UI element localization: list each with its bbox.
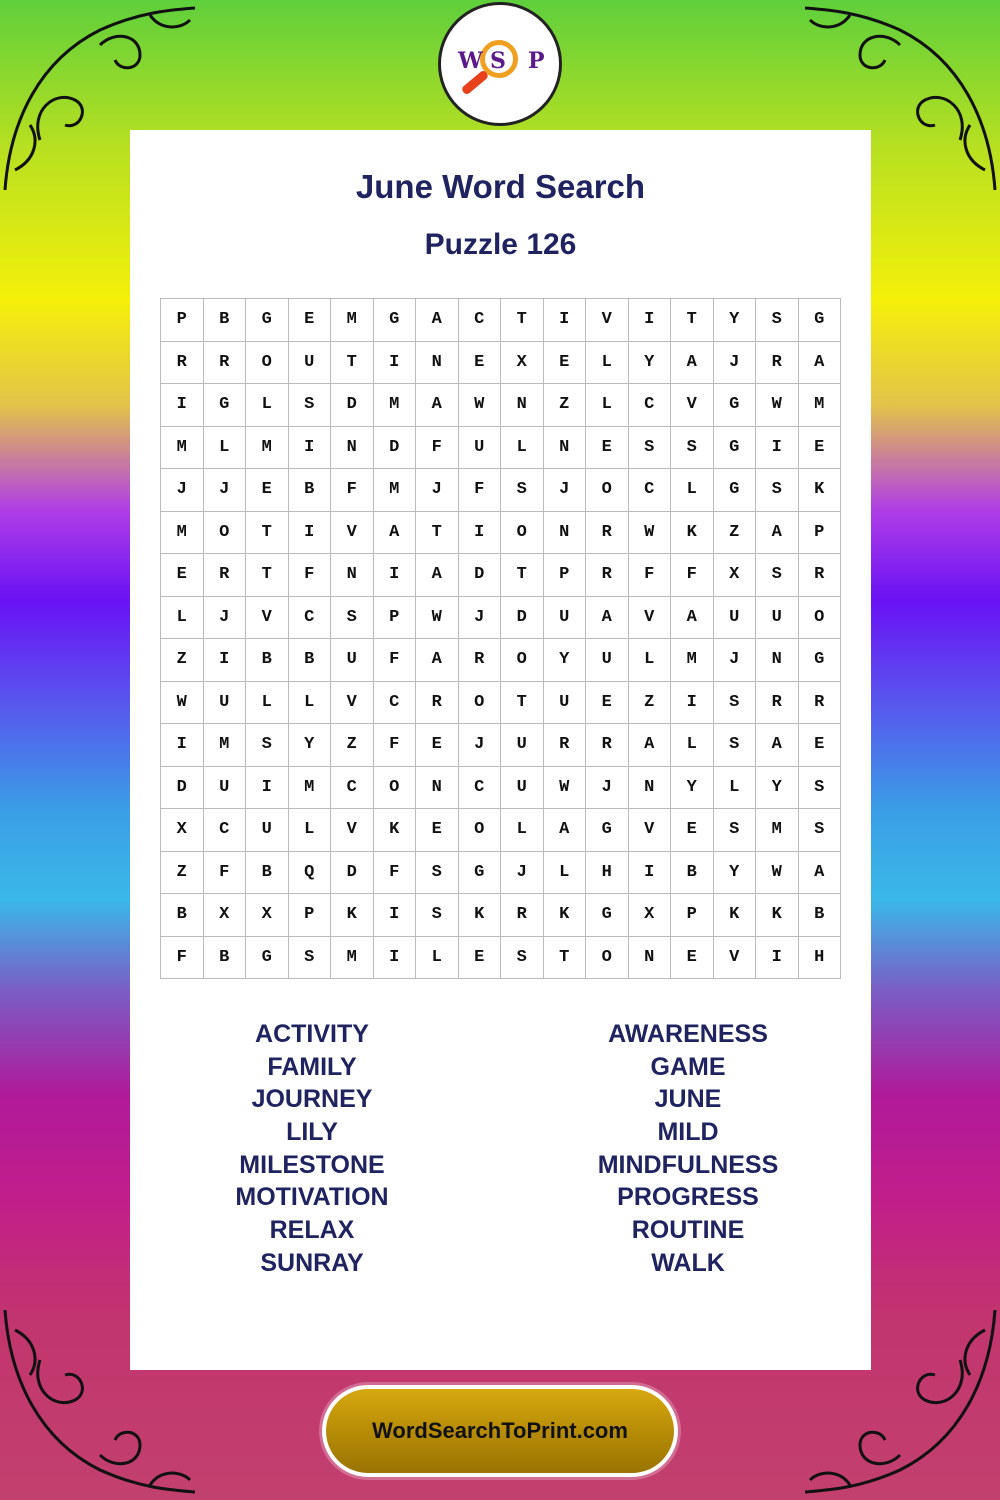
grid-cell[interactable]: B bbox=[289, 469, 332, 512]
word-item: JUNE bbox=[654, 1085, 722, 1114]
grid-cell[interactable]: F bbox=[204, 852, 247, 895]
grid-cell[interactable]: D bbox=[501, 597, 544, 640]
grid-cell[interactable]: L bbox=[629, 639, 672, 682]
grid-cell[interactable]: F bbox=[374, 639, 417, 682]
grid-cell[interactable]: U bbox=[501, 767, 544, 810]
grid-cell[interactable]: A bbox=[756, 512, 799, 555]
grid-cell[interactable]: K bbox=[756, 894, 799, 937]
word-item: LILY bbox=[286, 1118, 338, 1147]
grid-cell[interactable]: L bbox=[586, 384, 629, 427]
grid-cell[interactable]: B bbox=[204, 299, 247, 342]
grid-cell[interactable]: B bbox=[246, 852, 289, 895]
grid-cell[interactable]: L bbox=[161, 597, 204, 640]
grid-cell[interactable]: Z bbox=[331, 724, 374, 767]
grid-cell[interactable]: M bbox=[204, 724, 247, 767]
grid-cell[interactable]: X bbox=[714, 554, 757, 597]
grid-cell[interactable]: I bbox=[374, 554, 417, 597]
grid-cell[interactable]: Z bbox=[161, 639, 204, 682]
grid-cell[interactable]: E bbox=[416, 809, 459, 852]
grid-cell[interactable]: T bbox=[246, 554, 289, 597]
word-item: ROUTINE bbox=[631, 1216, 745, 1245]
grid-cell[interactable]: N bbox=[416, 342, 459, 385]
grid-cell[interactable]: U bbox=[756, 597, 799, 640]
grid-cell[interactable]: M bbox=[331, 299, 374, 342]
grid-cell[interactable]: G bbox=[246, 937, 289, 980]
puzzle-number: Puzzle 126 bbox=[424, 228, 577, 261]
grid-cell[interactable]: E bbox=[459, 937, 502, 980]
grid-cell[interactable]: X bbox=[246, 894, 289, 937]
site-link-label: WordSearchToPrint.com bbox=[372, 1418, 628, 1443]
grid-cell[interactable]: C bbox=[289, 597, 332, 640]
word-item: MILESTONE bbox=[239, 1150, 385, 1179]
grid-cell[interactable]: Z bbox=[629, 682, 672, 725]
grid-cell[interactable]: G bbox=[714, 384, 757, 427]
grid-cell[interactable]: U bbox=[501, 724, 544, 767]
grid-cell[interactable]: L bbox=[246, 384, 289, 427]
grid-cell[interactable]: Y bbox=[714, 852, 757, 895]
grid-cell[interactable]: A bbox=[756, 724, 799, 767]
grid-cell[interactable]: K bbox=[671, 512, 714, 555]
grid-cell[interactable]: R bbox=[586, 724, 629, 767]
grid-cell[interactable]: T bbox=[331, 342, 374, 385]
grid-cell[interactable]: W bbox=[459, 384, 502, 427]
grid-cell[interactable]: S bbox=[416, 894, 459, 937]
grid-cell[interactable]: C bbox=[204, 809, 247, 852]
grid-cell[interactable]: S bbox=[629, 427, 672, 470]
grid-cell[interactable]: S bbox=[799, 809, 842, 852]
grid-cell[interactable]: R bbox=[204, 342, 247, 385]
grid-cell[interactable]: M bbox=[331, 937, 374, 980]
grid-cell[interactable]: M bbox=[671, 639, 714, 682]
grid-cell[interactable]: M bbox=[799, 384, 842, 427]
grid-cell[interactable]: N bbox=[501, 384, 544, 427]
grid-cell[interactable]: L bbox=[714, 767, 757, 810]
grid-cell[interactable]: O bbox=[459, 682, 502, 725]
grid-cell[interactable]: V bbox=[331, 512, 374, 555]
grid-cell[interactable]: V bbox=[714, 937, 757, 980]
grid-cell[interactable]: A bbox=[671, 342, 714, 385]
grid-cell[interactable]: A bbox=[374, 512, 417, 555]
grid-cell[interactable]: U bbox=[459, 427, 502, 470]
grid-cell[interactable]: I bbox=[374, 937, 417, 980]
grid-cell[interactable]: X bbox=[501, 342, 544, 385]
grid-cell[interactable]: A bbox=[416, 554, 459, 597]
grid-cell[interactable]: T bbox=[501, 554, 544, 597]
grid-cell[interactable]: O bbox=[204, 512, 247, 555]
grid-cell[interactable]: G bbox=[714, 427, 757, 470]
grid-cell[interactable]: J bbox=[714, 639, 757, 682]
grid-cell[interactable]: W bbox=[544, 767, 587, 810]
grid-cell[interactable]: B bbox=[289, 639, 332, 682]
word-item: SUNRAY bbox=[260, 1248, 364, 1277]
grid-cell[interactable]: K bbox=[374, 809, 417, 852]
site-link-button[interactable] bbox=[322, 1385, 678, 1477]
grid-cell[interactable]: I bbox=[671, 682, 714, 725]
grid-cell[interactable]: D bbox=[331, 852, 374, 895]
grid-cell[interactable]: F bbox=[629, 554, 672, 597]
grid-cell[interactable]: I bbox=[246, 767, 289, 810]
grid-cell[interactable]: P bbox=[671, 894, 714, 937]
grid-cell[interactable]: Y bbox=[289, 724, 332, 767]
grid-cell[interactable]: E bbox=[161, 554, 204, 597]
grid-cell[interactable]: L bbox=[544, 852, 587, 895]
grid-cell[interactable]: I bbox=[161, 724, 204, 767]
word-item: FAMILY bbox=[267, 1052, 357, 1081]
grid-cell[interactable]: S bbox=[331, 597, 374, 640]
grid-cell[interactable]: J bbox=[586, 767, 629, 810]
grid-cell[interactable]: D bbox=[459, 554, 502, 597]
grid-cell[interactable]: P bbox=[161, 299, 204, 342]
grid-cell[interactable]: E bbox=[671, 937, 714, 980]
grid-cell[interactable]: U bbox=[331, 639, 374, 682]
grid-cell[interactable]: M bbox=[374, 469, 417, 512]
logo-letter-s: S bbox=[490, 48, 506, 74]
grid-cell[interactable]: N bbox=[544, 512, 587, 555]
grid-cell[interactable]: A bbox=[629, 724, 672, 767]
grid-cell[interactable]: V bbox=[331, 809, 374, 852]
grid-cell[interactable]: F bbox=[374, 724, 417, 767]
grid-cell[interactable]: S bbox=[289, 384, 332, 427]
magnifier-icon bbox=[450, 34, 550, 94]
grid-cell[interactable]: O bbox=[459, 809, 502, 852]
grid-cell[interactable]: S bbox=[246, 724, 289, 767]
grid-cell[interactable]: T bbox=[671, 299, 714, 342]
grid-cell[interactable]: J bbox=[544, 469, 587, 512]
grid-cell[interactable]: Z bbox=[161, 852, 204, 895]
word-item: MILD bbox=[657, 1118, 719, 1147]
grid-cell[interactable]: E bbox=[799, 427, 842, 470]
word-item: MINDFULNESS bbox=[597, 1150, 779, 1179]
grid-cell[interactable]: A bbox=[799, 342, 842, 385]
grid-cell[interactable]: N bbox=[331, 554, 374, 597]
grid-cell[interactable]: B bbox=[246, 639, 289, 682]
grid-cell[interactable]: L bbox=[501, 427, 544, 470]
grid-cell[interactable]: L bbox=[289, 682, 332, 725]
grid-cell[interactable]: R bbox=[799, 682, 842, 725]
grid-cell[interactable]: S bbox=[714, 809, 757, 852]
grid-cell[interactable]: G bbox=[799, 299, 842, 342]
grid-cell[interactable]: M bbox=[756, 809, 799, 852]
grid-cell[interactable]: A bbox=[799, 852, 842, 895]
grid-cell[interactable]: G bbox=[714, 469, 757, 512]
grid-cell[interactable]: B bbox=[204, 937, 247, 980]
grid-cell[interactable]: Q bbox=[289, 852, 332, 895]
letter-grid bbox=[160, 298, 841, 979]
grid-cell[interactable]: J bbox=[459, 724, 502, 767]
grid-cell[interactable]: A bbox=[544, 809, 587, 852]
grid-cell[interactable]: K bbox=[714, 894, 757, 937]
grid-cell[interactable]: R bbox=[161, 342, 204, 385]
grid-cell[interactable]: S bbox=[756, 469, 799, 512]
grid-cell[interactable]: J bbox=[459, 597, 502, 640]
grid-cell[interactable]: S bbox=[714, 724, 757, 767]
grid-cell[interactable]: E bbox=[799, 724, 842, 767]
word-item: JOURNEY bbox=[251, 1085, 373, 1114]
grid-cell[interactable]: L bbox=[501, 809, 544, 852]
grid-cell[interactable]: C bbox=[374, 682, 417, 725]
grid-cell[interactable]: L bbox=[671, 469, 714, 512]
grid-cell[interactable]: B bbox=[671, 852, 714, 895]
grid-cell[interactable]: W bbox=[161, 682, 204, 725]
grid-cell[interactable]: O bbox=[246, 342, 289, 385]
grid-cell[interactable]: K bbox=[459, 894, 502, 937]
word-list-right bbox=[538, 1018, 838, 1280]
grid-cell[interactable]: O bbox=[799, 597, 842, 640]
grid-cell[interactable]: N bbox=[629, 937, 672, 980]
grid-cell[interactable]: T bbox=[501, 682, 544, 725]
grid-cell[interactable]: F bbox=[161, 937, 204, 980]
grid-cell[interactable]: F bbox=[416, 427, 459, 470]
grid-cell[interactable]: R bbox=[586, 554, 629, 597]
grid-cell[interactable]: R bbox=[204, 554, 247, 597]
grid-cell[interactable]: W bbox=[629, 512, 672, 555]
grid-cell[interactable]: S bbox=[714, 682, 757, 725]
grid-cell[interactable]: I bbox=[629, 299, 672, 342]
grid-cell[interactable]: D bbox=[374, 427, 417, 470]
grid-cell[interactable]: V bbox=[246, 597, 289, 640]
grid-cell[interactable]: V bbox=[629, 809, 672, 852]
grid-cell[interactable]: C bbox=[459, 299, 502, 342]
grid-cell[interactable]: Y bbox=[671, 767, 714, 810]
grid-cell[interactable]: O bbox=[586, 469, 629, 512]
grid-cell[interactable]: J bbox=[501, 852, 544, 895]
grid-cell[interactable]: O bbox=[501, 639, 544, 682]
grid-cell[interactable]: I bbox=[204, 639, 247, 682]
grid-cell[interactable]: S bbox=[501, 469, 544, 512]
grid-cell[interactable]: S bbox=[671, 427, 714, 470]
grid-cell[interactable]: E bbox=[289, 299, 332, 342]
grid-cell[interactable]: K bbox=[799, 469, 842, 512]
grid-cell[interactable]: Y bbox=[714, 299, 757, 342]
grid-cell[interactable]: N bbox=[629, 767, 672, 810]
word-item: RELAX bbox=[269, 1216, 355, 1245]
grid-cell[interactable]: C bbox=[629, 384, 672, 427]
logo-letter-w: W bbox=[458, 48, 483, 74]
grid-cell[interactable]: T bbox=[501, 299, 544, 342]
grid-cell[interactable]: G bbox=[799, 639, 842, 682]
page-title: June Word Search bbox=[355, 168, 646, 205]
grid-cell[interactable]: L bbox=[289, 809, 332, 852]
grid-cell[interactable]: S bbox=[756, 299, 799, 342]
grid-cell[interactable]: Z bbox=[714, 512, 757, 555]
grid-cell[interactable]: S bbox=[416, 852, 459, 895]
grid-cell[interactable]: N bbox=[756, 639, 799, 682]
grid-cell[interactable]: B bbox=[799, 894, 842, 937]
word-item: ACTIVITY bbox=[255, 1020, 369, 1048]
grid-cell[interactable]: F bbox=[374, 852, 417, 895]
grid-cell[interactable]: A bbox=[671, 597, 714, 640]
grid-cell[interactable]: I bbox=[161, 384, 204, 427]
grid-cell[interactable]: J bbox=[204, 597, 247, 640]
grid-cell[interactable]: R bbox=[501, 894, 544, 937]
grid-cell[interactable]: T bbox=[416, 512, 459, 555]
grid-cell[interactable]: U bbox=[204, 767, 247, 810]
word-item: WALK bbox=[651, 1248, 725, 1277]
word-item: MOTIVATION bbox=[235, 1183, 389, 1212]
grid-cell[interactable]: A bbox=[416, 384, 459, 427]
grid-cell[interactable]: M bbox=[161, 427, 204, 470]
grid-cell[interactable]: E bbox=[544, 342, 587, 385]
grid-cell[interactable]: U bbox=[544, 597, 587, 640]
grid-cell[interactable]: L bbox=[586, 342, 629, 385]
word-item: PROGRESS bbox=[617, 1183, 759, 1212]
grid-cell[interactable]: E bbox=[459, 342, 502, 385]
grid-cell[interactable]: A bbox=[416, 299, 459, 342]
grid-cell[interactable]: W bbox=[756, 384, 799, 427]
grid-cell[interactable]: U bbox=[246, 809, 289, 852]
grid-cell[interactable]: R bbox=[459, 639, 502, 682]
grid-cell[interactable]: B bbox=[161, 894, 204, 937]
grid-cell[interactable]: I bbox=[756, 937, 799, 980]
grid-cell[interactable]: S bbox=[501, 937, 544, 980]
grid-cell[interactable]: S bbox=[799, 767, 842, 810]
logo-letter-p: P bbox=[528, 48, 545, 74]
grid-cell[interactable]: M bbox=[289, 767, 332, 810]
grid-cell[interactable]: I bbox=[289, 427, 332, 470]
grid-cell[interactable]: S bbox=[289, 937, 332, 980]
grid-cell[interactable]: G bbox=[374, 299, 417, 342]
grid-cell[interactable]: Y bbox=[756, 767, 799, 810]
grid-cell[interactable]: L bbox=[416, 937, 459, 980]
grid-cell[interactable]: T bbox=[544, 937, 587, 980]
grid-cell[interactable]: I bbox=[374, 894, 417, 937]
grid-cell[interactable]: X bbox=[204, 894, 247, 937]
grid-cell[interactable]: G bbox=[586, 894, 629, 937]
grid-cell[interactable]: H bbox=[586, 852, 629, 895]
grid-cell[interactable]: P bbox=[289, 894, 332, 937]
grid-cell[interactable]: I bbox=[544, 299, 587, 342]
grid-cell[interactable]: V bbox=[586, 299, 629, 342]
grid-cell[interactable]: V bbox=[629, 597, 672, 640]
grid-cell[interactable]: J bbox=[204, 469, 247, 512]
grid-cell[interactable]: H bbox=[799, 937, 842, 980]
grid-cell[interactable]: U bbox=[586, 639, 629, 682]
grid-cell[interactable]: D bbox=[161, 767, 204, 810]
grid-cell[interactable]: U bbox=[544, 682, 587, 725]
grid-cell[interactable]: P bbox=[544, 554, 587, 597]
grid-cell[interactable]: R bbox=[586, 512, 629, 555]
grid-cell[interactable]: A bbox=[586, 597, 629, 640]
grid-cell[interactable]: R bbox=[416, 682, 459, 725]
grid-cell[interactable]: F bbox=[459, 469, 502, 512]
grid-cell[interactable]: R bbox=[756, 682, 799, 725]
grid-cell[interactable]: F bbox=[671, 554, 714, 597]
grid-cell[interactable]: G bbox=[586, 809, 629, 852]
grid-cell[interactable]: W bbox=[416, 597, 459, 640]
grid-cell[interactable]: R bbox=[799, 554, 842, 597]
grid-cell[interactable]: F bbox=[331, 469, 374, 512]
grid-cell[interactable]: Y bbox=[544, 639, 587, 682]
grid-cell[interactable]: N bbox=[544, 427, 587, 470]
grid-cell[interactable]: Z bbox=[544, 384, 587, 427]
grid-cell[interactable]: L bbox=[204, 427, 247, 470]
grid-cell[interactable]: K bbox=[331, 894, 374, 937]
grid-cell[interactable]: U bbox=[714, 597, 757, 640]
grid-cell[interactable]: I bbox=[756, 427, 799, 470]
grid-cell[interactable]: G bbox=[204, 384, 247, 427]
grid-cell[interactable]: F bbox=[289, 554, 332, 597]
grid-cell[interactable]: G bbox=[246, 299, 289, 342]
grid-cell[interactable]: U bbox=[204, 682, 247, 725]
grid-cell[interactable]: R bbox=[756, 342, 799, 385]
grid-cell[interactable]: P bbox=[374, 597, 417, 640]
grid-cell[interactable]: I bbox=[629, 852, 672, 895]
grid-cell[interactable]: E bbox=[246, 469, 289, 512]
grid-cell[interactable]: J bbox=[714, 342, 757, 385]
grid-cell[interactable]: T bbox=[246, 512, 289, 555]
grid-cell[interactable]: I bbox=[459, 512, 502, 555]
grid-cell[interactable]: C bbox=[331, 767, 374, 810]
grid-cell[interactable]: V bbox=[331, 682, 374, 725]
grid-cell[interactable]: R bbox=[544, 724, 587, 767]
grid-cell[interactable]: L bbox=[246, 682, 289, 725]
grid-cell[interactable]: X bbox=[629, 894, 672, 937]
word-item: GAME bbox=[650, 1052, 726, 1081]
grid-cell[interactable]: J bbox=[416, 469, 459, 512]
grid-cell[interactable]: N bbox=[416, 767, 459, 810]
grid-cell[interactable]: A bbox=[416, 639, 459, 682]
grid-cell[interactable]: X bbox=[161, 809, 204, 852]
grid-cell[interactable]: M bbox=[374, 384, 417, 427]
grid-cell[interactable]: D bbox=[331, 384, 374, 427]
grid-cell[interactable]: E bbox=[586, 682, 629, 725]
grid-cell[interactable]: W bbox=[756, 852, 799, 895]
grid-cell[interactable]: K bbox=[544, 894, 587, 937]
grid-cell[interactable]: C bbox=[629, 469, 672, 512]
grid-cell[interactable]: E bbox=[416, 724, 459, 767]
word-item: AWARENESS bbox=[608, 1020, 768, 1048]
grid-cell[interactable]: P bbox=[799, 512, 842, 555]
grid-cell[interactable]: E bbox=[671, 809, 714, 852]
grid-cell[interactable]: L bbox=[671, 724, 714, 767]
word-list-left bbox=[162, 1018, 462, 1280]
grid-cell[interactable]: O bbox=[374, 767, 417, 810]
site-logo[interactable] bbox=[438, 2, 562, 126]
grid-cell[interactable]: Y bbox=[629, 342, 672, 385]
grid-cell[interactable]: O bbox=[586, 937, 629, 980]
grid-cell[interactable]: V bbox=[671, 384, 714, 427]
grid-cell[interactable]: M bbox=[161, 512, 204, 555]
puzzle-card bbox=[130, 130, 871, 1370]
grid-cell[interactable]: N bbox=[331, 427, 374, 470]
grid-cell[interactable]: U bbox=[289, 342, 332, 385]
grid-cell[interactable]: I bbox=[374, 342, 417, 385]
grid-cell[interactable]: C bbox=[459, 767, 502, 810]
grid-cell[interactable]: J bbox=[161, 469, 204, 512]
grid-cell[interactable]: O bbox=[501, 512, 544, 555]
grid-cell[interactable]: S bbox=[756, 554, 799, 597]
grid-cell[interactable]: M bbox=[246, 427, 289, 470]
grid-cell[interactable]: G bbox=[459, 852, 502, 895]
grid-cell[interactable]: I bbox=[289, 512, 332, 555]
grid-cell[interactable]: E bbox=[586, 427, 629, 470]
